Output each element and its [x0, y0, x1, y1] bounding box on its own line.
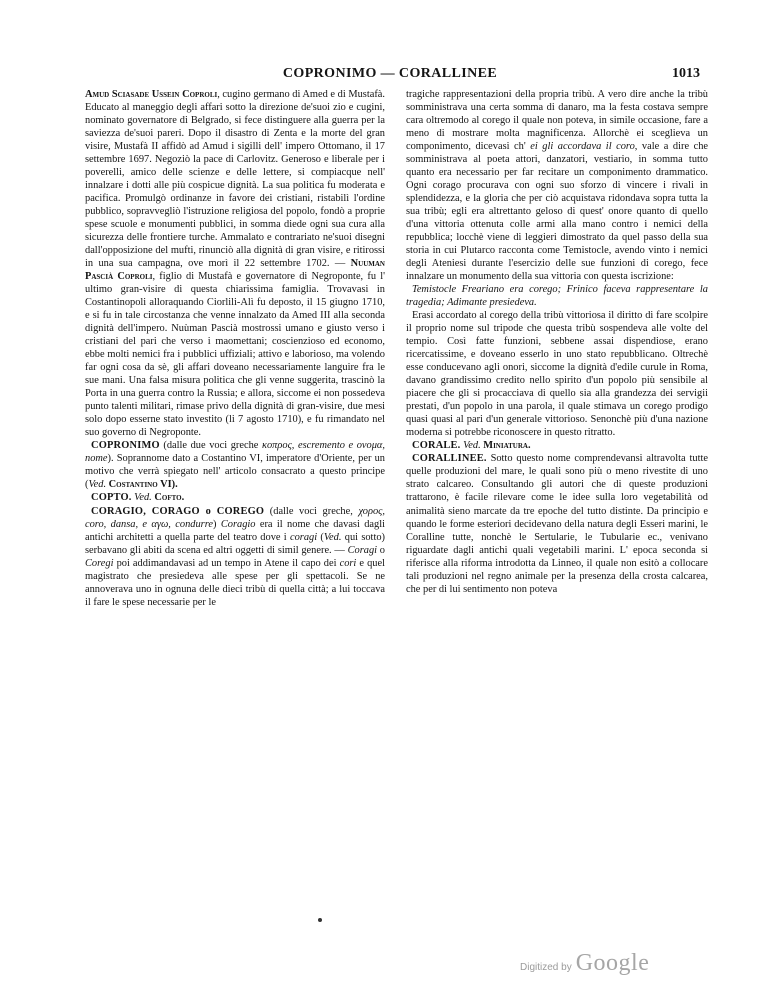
headword-copto: COPTO. — [91, 492, 132, 504]
entry-corallinee: CORALLINEE. Sotto questo nome comprendevansi altravolta tutte quelle produzioni del mare, le quali sono più o meno rivestite di uno strato calcareo. Consultando gli autori che di queste produzioni trattarono, è facile rilevare come le idee sulla loro vegetabilità od animalità sieno marcate da tre epoche del tutto distinte. Da principio e quando le forme esteriori decidevano della natura degli Esseri marini, le Coralline tutte, nonchè le Sertularie, le Tubularie ec., venivano riguardate dagli antichi quali vegetabili marini. L' epoca seconda si riferisce alla riforma introdotta da Linneo, il quale non esitò a collocare tali produzioni nel regno animale per la presenza della crosta calcarea, che per di lui sentimento non poteva — [406, 453, 708, 595]
entry-coragio-continued: tragiche rappresentazioni della propria tribù. A vero dire anche la tribù somministrava una certa somma di danaro, ma la festa costava sempre cara oltremodo al corego il quale non poteva, in simile occasione, fare a meno di mostrare molta magnificenza. Allorchè ei sceglieva un componimento, dicevasi ch' ei gli accordava il coro, vale a dire che somministrava al poeta attori, danzatori, vestiario, in somma tutto quanto era necessario per far recitare un componimento drammatico. Ogni corago procurava con ogni suo sforzo di vincere i rivali in splendidezza, e la gloria che per ciò acquistava ridondava sopra tutta la sua tribù; egli era altrettanto geloso di quest' onore quanto di quello d'una vittoria ottenuta colle armi alla mano contro i nemici della repubblica; locchè viene di leggieri dimostrato da quel passo della sua storia in cui Plutarco racconta come Temistocle, avendo vinto i nemici degli Ateniesi durante l'esercizio delle sue funzioni di corego, fece innalzare un monumento della sua vittoria con questa iscrizione: — [406, 89, 709, 283]
headword-copronimo: COPRONIMO — [91, 440, 160, 452]
entry-copronimo: COPRONIMO (dalle due voci greche κοπρος, escremento e ονομα, nome). Soprannome dato a Costantino VI, imperatore d'Oriente, per un motivo che verrà spiegato nell' articolo consacrato a questo principe (Ved. Costantino VI). — [85, 440, 385, 491]
google-watermark — [520, 950, 649, 980]
right-column — [406, 88, 708, 596]
page-header — [80, 66, 700, 88]
entry-corale: CORALE. Ved. Miniatura. — [412, 440, 531, 452]
headword-corallinee: CORALLINEE. — [412, 453, 487, 465]
inscription-quote: Temistocle Freariano era corego; Frinico faceva rappresentare la tragedia; Adimante presiedeva. — [406, 284, 708, 309]
running-title: COPRONIMO — CORALLINEE — [282, 66, 498, 81]
left-column — [85, 88, 385, 609]
page-number: 1013 — [672, 66, 700, 81]
entry-coproli-family: Amud Sciasade Ussein Coproli, cugino germano di Amed e di Mustafà. Educato al maneggio degli affari sotto la direzione de'suoi zio e cugini, nominato governatore di Belgrado, si fece distinguere alla guerra per la saviezza de'suoi pareri. Dopo il disastro di Zenta e la morte del gran visire, Mustafà II affidò ad Amud i sigilli dell' impero Ottomano, il 17 settembre 1697. Negoziò la pace di Carlovitz. Generoso e liberale per i poverelli, amico delle scienze e delle lettere, si compiacque nell' innalzare i dotti alle più cospicue dignità. La sua politica fu moderata e pacifica. Promulgò ordinanze in favore dei cristiani, ristabilì l'ordine pubblico, sopravvegliò l'istruzione religiosa del popolo, fondò a proprie spese scuole e monumenti pubblici, in somma diede ogni sua cura alla sicurezza delle frontiere turche. Ammalato e contrariato ne'suoi disegni dall'opposizione del mufti, rinunciò alla dignità di gran visire, e ritirossi in una sua campagna, ove morì il 22 settembre 1702. — Nuuman Pascià Coproli, figlio di Mustafà e governatore di Negroponte, fu l' ultimo gran-visire di questa chiarissima famiglia. Trovavasi in Costantinopoli alloraquando Ciorlili-Alì fu deposto, il 15 giugno 1710, e si fu in tale circostanza che venne innalzato da Amed III alla seconda dignità dell'impero. Nuùman Pascià mostrossi umano e giusto verso i cristiani del pari che verso i maomettani; coscienzioso ed economo, ebbe molti nemici fra i pubblici uffiziali; attivo e laborioso, ma volendo far ogni cosa da sè, gli affari doveano necessariamente languire fra le sue mani. Una falsa misura politica che gli venne suggerita, trascinò la Porta in una guerra contro la Russia; e allora, siccome ei non possedeva punto talenti militari, rimase privo della dignità di gran-visire, due mesi solo dopo esserne stato investito (li 7 agosto 1710), e fu rimandato nel suo governo di Negroponte. — [85, 89, 386, 439]
name-amud: Amud Sciasade Ussein Coproli — [85, 89, 218, 100]
headword-coragio: CORAGIO, CORAGO o COREGO — [91, 505, 265, 517]
headword-corale: CORALE. — [412, 440, 461, 452]
entry-coragio: CORAGIO, CORAGO o COREGO (dalle voci greche, χορος, coro, dansa, e αγω, condurre) Coragio era il nome che davasi dagli antichi architetti a quella parte del teatro dove i coragi (Ved. qui sotto) serbavano gli abiti da scena ed altri oggetti di simil genere. — Coragi o Coregi poi addimandavasi ad un tempo in Atene il capo dei cori e quel magistrato che presiedeva alle spese per gli spettacoli. Se ne annoverava uno in ognuna delle dieci tribù di quella città; a lui toccava il fare le spese necessarie per le — [85, 505, 386, 608]
google-logo: Google — [575, 950, 650, 976]
entry-coragio-paragraph: Erasi accordato al corego della tribù vittoriosa il diritto di fare scolpire il proprio nome sul tripode che questa tribù sospendeva alle volte del tempio. Così fatte funzioni, sebbene assai dispendiose, erano ricercatissime, e doveano esserlo in uno stato repubblicano. Oltrechè esse conducevano agli onori, siccome la dignità d'edile curule in Roma, davano grandissimo credito nello spirito d'un popolo più sensibile al piacere che gli si procacciava di quello sia alla grandezza dei servigii prestati, d'un popolo in una parola, il quale stimava un corego prodigo quasi quasi al pari d'un generale vittorioso. Senonchè più d'una nazione moderna si potrebbe riconoscere in questo ritratto. — [406, 310, 708, 439]
watermark-digitized-by: Digitized by — [520, 962, 572, 973]
entry-copto: COPTO. Ved. Cofto. — [91, 492, 185, 504]
ink-dot — [318, 918, 322, 922]
name-nuuman: Nuuman Pascià Coproli — [85, 258, 385, 283]
